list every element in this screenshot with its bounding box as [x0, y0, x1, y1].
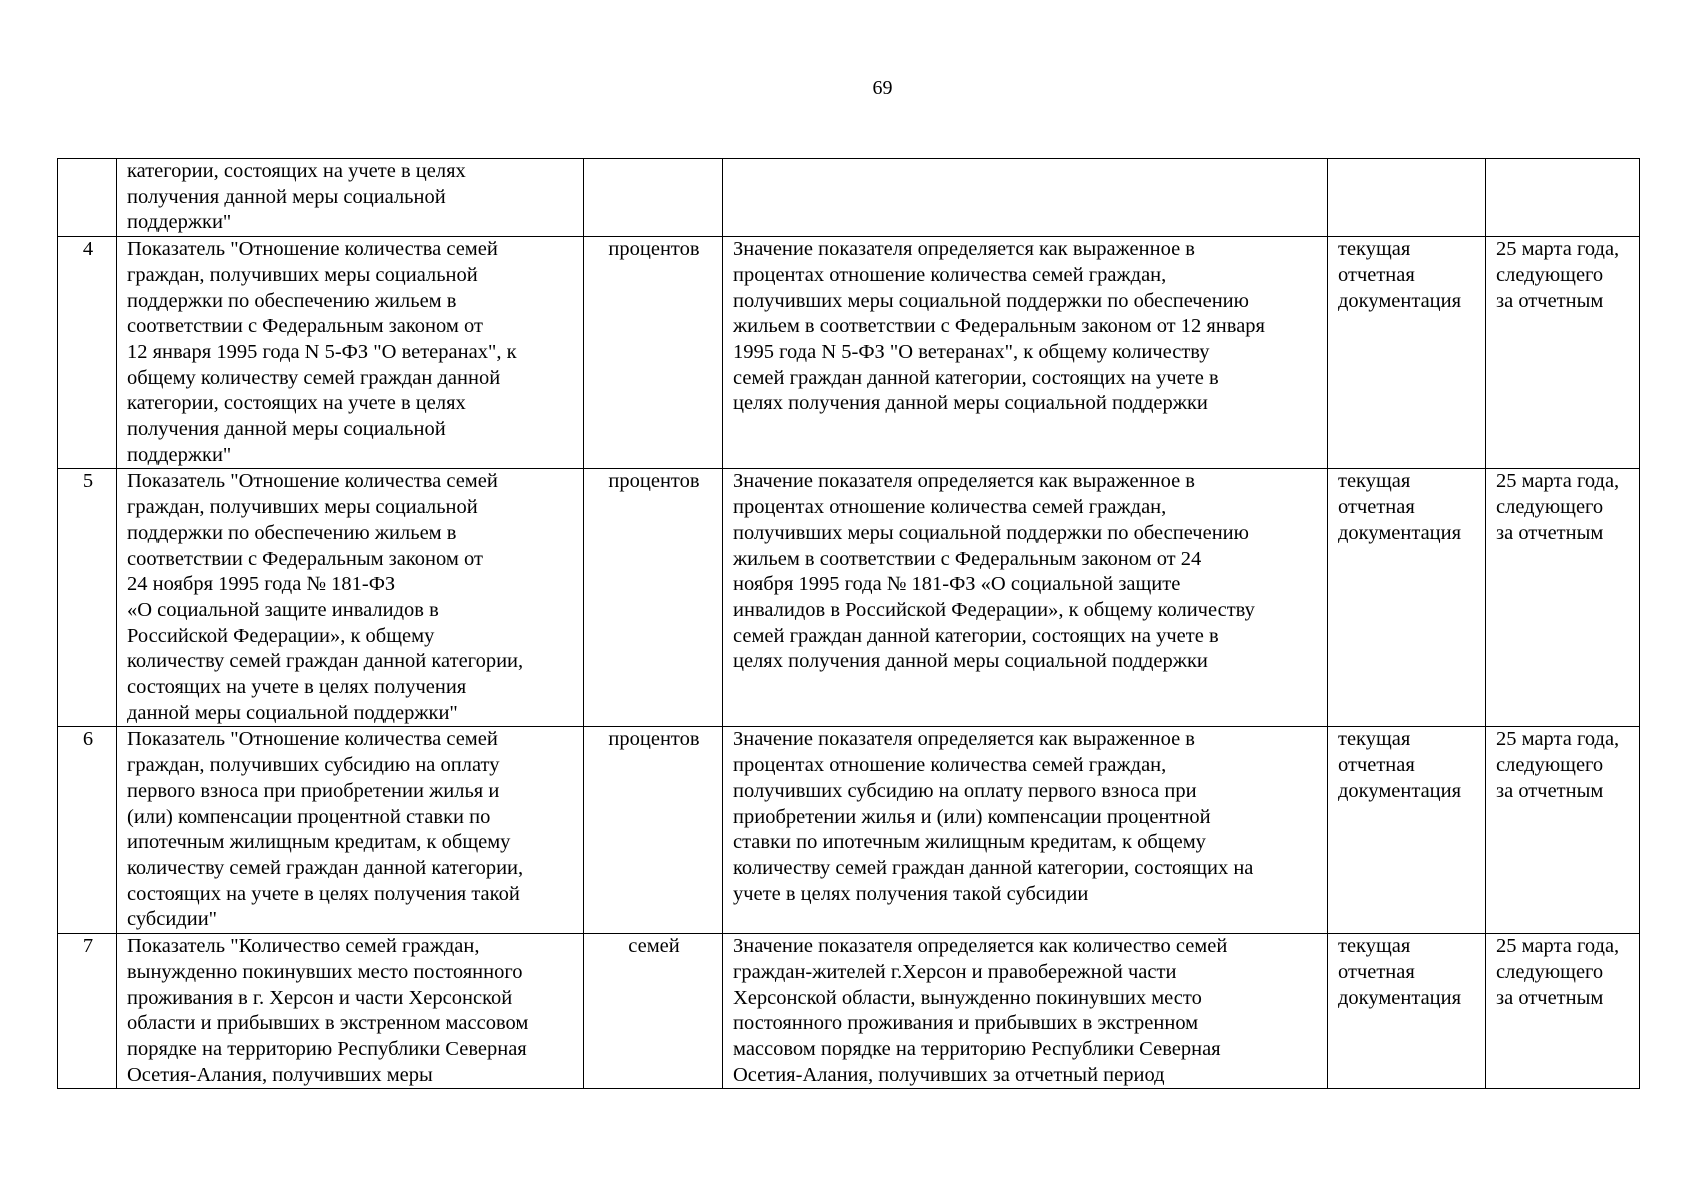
text-line: отчетная	[1338, 960, 1415, 983]
text-line: массовом порядке на территорию Республики Северная	[733, 1037, 1221, 1060]
text-line: Значение показателя определяется как выраженное в	[733, 728, 1195, 751]
table-row	[58, 159, 1640, 237]
text-line: данной меры социальной поддержки"	[127, 701, 458, 724]
text-line: процентов	[608, 470, 700, 493]
table-body	[58, 159, 1640, 1089]
cell-number	[58, 727, 117, 934]
cell-indicator-name	[117, 237, 584, 469]
cell-indicator-name	[117, 727, 584, 934]
text-line: инвалидов в Российской Федерации», к общему количеству	[733, 598, 1255, 621]
text-line: постоянного проживания и прибывших в экстренном	[733, 1012, 1199, 1035]
text-line: процентах отношение количества семей граждан,	[733, 263, 1167, 286]
text-line: процентах отношение количества семей граждан,	[733, 754, 1167, 777]
cell-unit	[584, 934, 723, 1089]
text-line: текущая	[1338, 470, 1411, 493]
text-line: документация	[1338, 779, 1462, 802]
text-line: 5	[82, 470, 94, 493]
text-line: процентов	[608, 238, 700, 261]
page-number: 69	[872, 77, 893, 99]
text-line: Херсонской области, вынужденно покинувших место	[733, 986, 1202, 1009]
text-line: Значение показателя определяется как выраженное в	[733, 470, 1195, 493]
indicators-table	[57, 158, 1640, 1089]
cell-indicator-name	[117, 159, 584, 237]
cell-unit	[584, 159, 723, 237]
cell-number	[58, 934, 117, 1089]
text-line: ноября 1995 года № 181-ФЗ «О социальной защите	[733, 573, 1181, 596]
text-line: семей граждан данной категории, состоящих на учете в	[733, 366, 1219, 389]
text-line: 12 января 1995 года N 5-ФЗ "О ветеранах", к	[127, 340, 517, 363]
cell-deadline	[1486, 934, 1640, 1089]
text-line: количеству семей граждан данной категории,	[127, 856, 524, 879]
text-line: целях получения данной меры социальной поддержки	[733, 392, 1208, 415]
text-line: категории, состоящих на учете в целях	[127, 160, 466, 182]
text-line: текущая	[1338, 935, 1411, 958]
cell-indicator-name	[117, 469, 584, 727]
text-line: за отчетным	[1496, 289, 1604, 312]
text-line: получивших субсидию на оплату первого взноса при	[733, 779, 1197, 802]
text-line: граждан-жителей г.Херсон и правобережной части	[733, 960, 1177, 983]
text-line: документация	[1338, 289, 1462, 312]
cell-number	[58, 237, 117, 469]
text-line: области и прибывших в экстренном массовом	[127, 1012, 529, 1035]
text-line: 25 марта года,	[1496, 935, 1620, 958]
text-line: субсидии"	[127, 908, 218, 931]
cell-data-source	[1328, 237, 1486, 469]
text-line: первого взноса при приобретении жилья и	[127, 779, 500, 802]
table-row	[58, 934, 1640, 1089]
text-line: следующего	[1496, 496, 1604, 519]
text-line: документация	[1338, 986, 1462, 1009]
table-row	[58, 237, 1640, 469]
cell-calculation-method	[723, 469, 1328, 727]
text-line: отчетная	[1338, 263, 1415, 286]
cell-indicator-name	[117, 934, 584, 1089]
text-line: общему количеству семей граждан данной	[127, 366, 501, 389]
text-line: жильем в соответствии с Федеральным законом от 12 января	[733, 315, 1265, 338]
text-line: получения данной меры социальной	[127, 418, 446, 441]
text-line: следующего	[1496, 263, 1604, 286]
text-line: отчетная	[1338, 754, 1415, 777]
cell-unit	[584, 469, 723, 727]
text-line: 24 ноября 1995 года № 181-ФЗ	[127, 573, 396, 596]
text-line: состоящих на учете в целях получения такой	[127, 882, 520, 905]
text-line: приобретении жилья и (или) компенсации процентной	[733, 805, 1211, 828]
cell-calculation-method	[723, 237, 1328, 469]
cell-data-source	[1328, 727, 1486, 934]
text-line: следующего	[1496, 960, 1604, 983]
cell-data-source	[1328, 159, 1486, 237]
text-line: получения данной меры социальной	[127, 185, 446, 208]
text-line: проживания в г. Херсон и части Херсонской	[127, 986, 513, 1009]
text-line: поддержки по обеспечению жильем в	[127, 521, 457, 544]
text-line: 4	[82, 238, 94, 261]
text-line: семей граждан данной категории, состоящих на учете в	[733, 624, 1219, 647]
text-line: получивших меры социальной поддержки по обеспечению	[733, 521, 1249, 544]
cell-calculation-method	[723, 934, 1328, 1089]
text-line: за отчетным	[1496, 779, 1604, 802]
text-line: поддержки"	[127, 443, 232, 466]
text-line: процентов	[608, 728, 700, 751]
cell-number	[58, 159, 117, 237]
text-line: Показатель "Отношение количества семей	[127, 238, 498, 261]
text-line: следующего	[1496, 754, 1604, 777]
cell-deadline	[1486, 159, 1640, 237]
cell-number	[58, 469, 117, 727]
cell-data-source	[1328, 469, 1486, 727]
text-line: текущая	[1338, 238, 1411, 261]
cell-unit	[584, 727, 723, 934]
text-line: ипотечным жилищным кредитам, к общему	[127, 831, 511, 854]
text-line: 6	[82, 728, 94, 751]
text-line: Показатель "Отношение количества семей	[127, 470, 498, 493]
text-line: «О социальной защите инвалидов в	[127, 598, 439, 621]
cell-calculation-method	[723, 159, 1328, 237]
text-line: порядке на территорию Республики Северная	[127, 1037, 527, 1060]
cell-deadline	[1486, 727, 1640, 934]
text-line: учете в целях получения такой субсидии	[733, 882, 1089, 905]
cell-deadline	[1486, 469, 1640, 727]
text-line: граждан, получивших меры социальной	[127, 496, 478, 519]
text-line: количеству семей граждан данной категории,	[127, 650, 524, 673]
cell-calculation-method	[723, 727, 1328, 934]
text-line: Показатель "Количество семей граждан,	[127, 935, 480, 958]
table-row	[58, 727, 1640, 934]
text-line: состоящих на учете в целях получения	[127, 676, 467, 699]
text-line: 25 марта года,	[1496, 728, 1620, 751]
text-line: ставки по ипотечным жилищным кредитам, к общему	[733, 831, 1206, 854]
table-row	[58, 469, 1640, 727]
text-line: семей	[628, 935, 680, 958]
text-line: поддержки"	[127, 211, 232, 234]
cell-data-source	[1328, 934, 1486, 1089]
text-line: документация	[1338, 521, 1462, 544]
text-line: 1995 года N 5-ФЗ "О ветеранах", к общему количеству	[733, 340, 1210, 363]
text-line: количеству семей граждан данной категории, состоящих на	[733, 856, 1254, 879]
text-line: 25 марта года,	[1496, 470, 1620, 493]
text-line: Осетия-Алания, получивших за отчетный период	[733, 1063, 1165, 1086]
text-line: Показатель "Отношение количества семей	[127, 728, 498, 751]
cell-unit	[584, 237, 723, 469]
text-line: категории, состоящих на учете в целях	[127, 392, 466, 415]
text-line: процентах отношение количества семей граждан,	[733, 496, 1167, 519]
text-line: соответствии с Федеральным законом от	[127, 315, 483, 338]
text-line: за отчетным	[1496, 521, 1604, 544]
text-line: поддержки по обеспечению жильем в	[127, 289, 457, 312]
text-line: Значение показателя определяется как количество семей	[733, 935, 1228, 958]
text-line: Российской Федерации», к общему	[127, 624, 435, 647]
text-line: вынужденно покинувших место постоянного	[127, 960, 523, 983]
text-line: жильем в соответствии с Федеральным законом от 24	[733, 547, 1202, 570]
text-line: (или) компенсации процентной ставки по	[127, 805, 491, 828]
text-line: Значение показателя определяется как выраженное в	[733, 238, 1195, 261]
text-line: целях получения данной меры социальной поддержки	[733, 650, 1208, 673]
text-line: получивших меры социальной поддержки по обеспечению	[733, 289, 1249, 312]
text-line: отчетная	[1338, 496, 1415, 519]
text-line: текущая	[1338, 728, 1411, 751]
cell-deadline	[1486, 237, 1640, 469]
text-line: Осетия-Алания, получивших меры	[127, 1063, 433, 1086]
text-line: граждан, получивших меры социальной	[127, 263, 478, 286]
text-line: за отчетным	[1496, 986, 1604, 1009]
text-line: 7	[82, 935, 94, 958]
text-line: соответствии с Федеральным законом от	[127, 547, 483, 570]
text-line: 25 марта года,	[1496, 238, 1620, 261]
text-line: граждан, получивших субсидию на оплату	[127, 754, 500, 777]
